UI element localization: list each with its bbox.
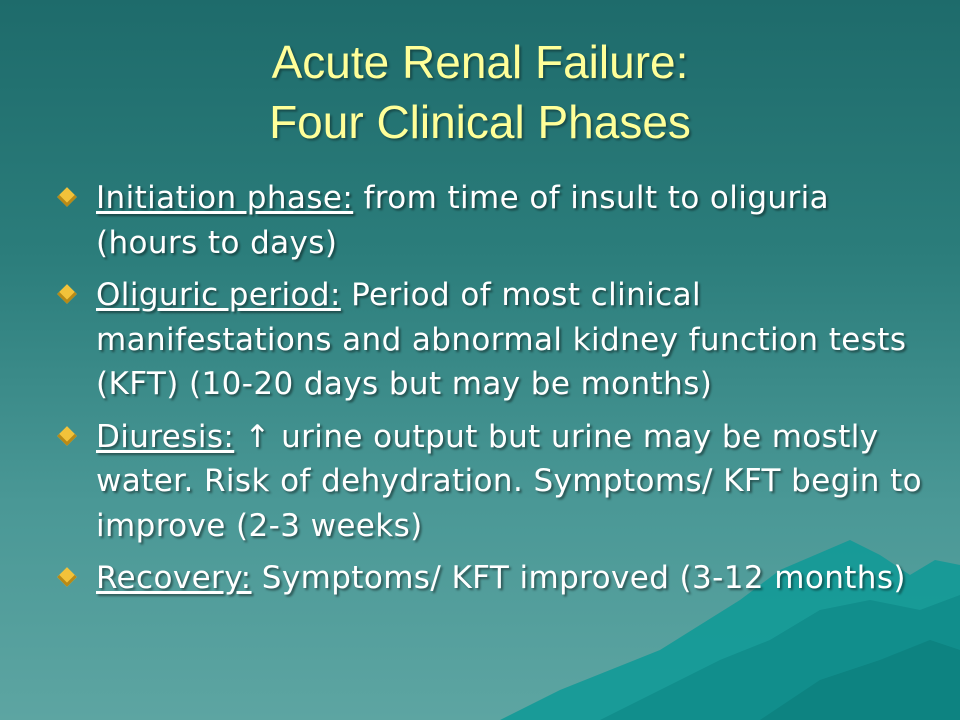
diamond-bullet-icon xyxy=(57,567,77,587)
diamond-bullet-icon xyxy=(57,187,77,207)
bullet-body: Symptoms/ KFT improved (3-12 months) xyxy=(251,560,906,596)
bullet-body: Period of most clinical manifestations and abnormal kidney function tests (KFT) (10-20 days but may be months) xyxy=(96,277,907,402)
bullet-item-oliguric xyxy=(60,273,940,407)
diamond-bullet-icon xyxy=(57,426,77,446)
bullet-item-diuresis xyxy=(60,415,940,549)
title-line-1: Acute Renal Failure: xyxy=(271,36,689,88)
bullet-text xyxy=(96,415,940,549)
bullet-text xyxy=(96,556,940,601)
bullet-label: Initiation phase: xyxy=(96,180,354,216)
bullet-list xyxy=(60,176,940,609)
bullet-label: Recovery: xyxy=(96,560,252,596)
bullet-text xyxy=(96,273,940,407)
bullet-label: Diuresis: xyxy=(96,418,235,455)
diamond-bullet-icon xyxy=(57,284,77,304)
bullet-item-initiation xyxy=(60,176,940,265)
bullet-text xyxy=(96,176,940,265)
slide-title xyxy=(0,32,960,152)
bullet-body: from time of insult to oliguria (hours to days) xyxy=(96,180,830,261)
bullet-label: Oliguric period: xyxy=(96,277,341,313)
bullet-body: ↑ urine output but urine may be mostly water. Risk of dehydration. Symptoms/ KFT begin to improve (2-3 weeks) xyxy=(96,418,923,544)
bullet-item-recovery xyxy=(60,556,940,601)
title-line-2: Four Clinical Phases xyxy=(269,96,691,148)
